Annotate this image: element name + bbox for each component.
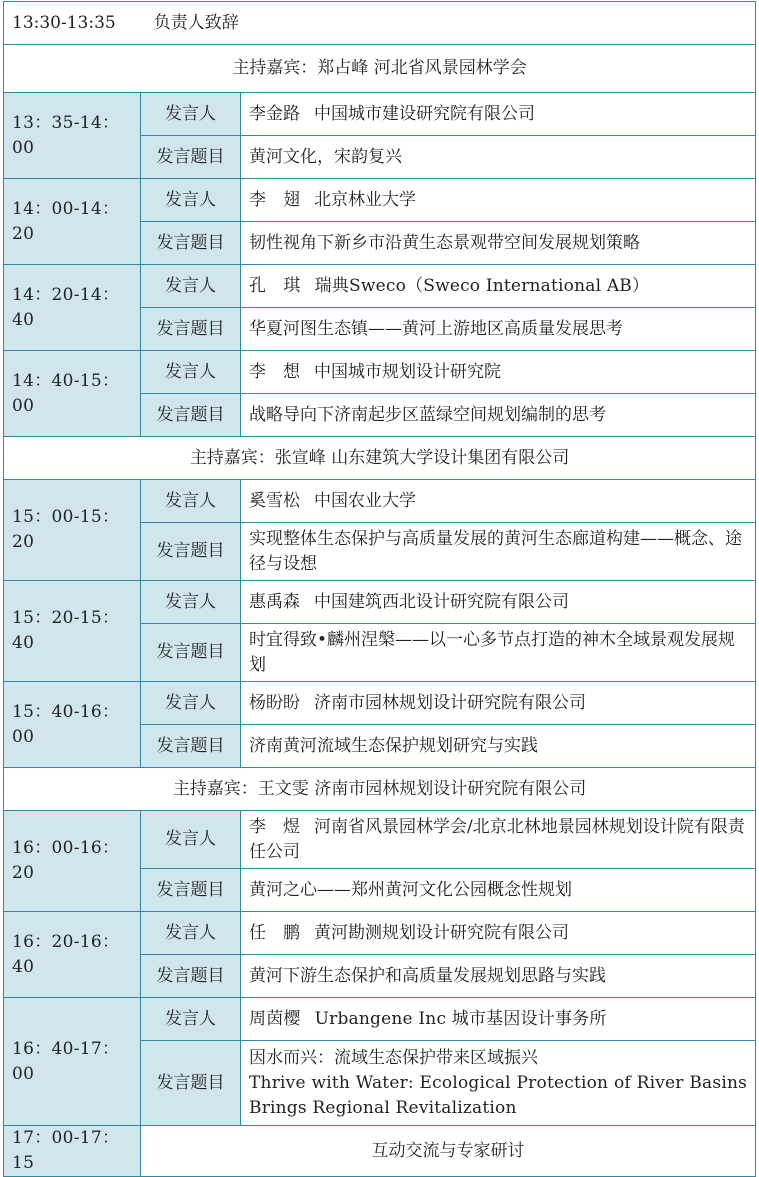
speaker-org: Urbangene Inc 城市基因设计事务所 <box>314 1008 607 1029</box>
topic-title-en: Thrive with Water: Ecological Protection of River Basins Brings Regional Revitalization <box>249 1072 748 1118</box>
session-speaker-row <box>4 351 756 394</box>
speaker-org: 中国城市建设研究院有限公司 <box>314 103 535 124</box>
topic-title: 战略导向下济南起步区蓝绿空间规划编制的思考 <box>241 394 756 437</box>
session-speaker-row <box>4 998 756 1041</box>
session-time: 15：20-15：40 <box>4 581 141 682</box>
speaker-info <box>241 912 756 955</box>
session-speaker-row <box>4 480 756 523</box>
speaker-info <box>241 682 756 725</box>
speaker-role-label: 发言人 <box>141 480 241 523</box>
session-time: 16：40-17：00 <box>4 998 141 1126</box>
topic-title: 黄河文化，宋韵复兴 <box>241 136 756 179</box>
topic-title: 韧性视角下新乡市沿黄生态景观带空间发展规划策略 <box>241 222 756 265</box>
speaker-info <box>241 351 756 394</box>
host-row <box>4 45 756 93</box>
speaker-role-label: 发言人 <box>141 93 241 136</box>
speaker-name: 周茵樱 <box>249 1008 301 1029</box>
speaker-org: 济南市园林规划设计研究院有限公司 <box>314 692 586 713</box>
speaker-name: 任 鹏 <box>249 922 300 943</box>
topic-title: 黄河之心——郑州黄河文化公园概念性规划 <box>241 869 756 912</box>
host-label: 主持嘉宾：张宣峰 山东建筑大学设计集团有限公司 <box>4 437 756 480</box>
speaker-name: 李金路 <box>249 103 300 124</box>
session-speaker-row <box>4 811 756 869</box>
speaker-info <box>241 93 756 136</box>
session-speaker-row <box>4 912 756 955</box>
speaker-info <box>241 179 756 222</box>
speaker-info <box>241 480 756 523</box>
speaker-name: 惠禹森 <box>249 591 300 612</box>
host-label: 主持嘉宾：郑占峰 河北省风景园林学会 <box>4 45 756 93</box>
speaker-org: 北京林业大学 <box>314 189 416 210</box>
topic-title: 华夏河图生态镇——黄河上游地区高质量发展思考 <box>241 308 756 351</box>
topic-role-label: 发言题目 <box>141 136 241 179</box>
speaker-role-label: 发言人 <box>141 179 241 222</box>
topic-role-label: 发言题目 <box>141 955 241 998</box>
speaker-info <box>241 998 756 1041</box>
session-speaker-row <box>4 93 756 136</box>
speaker-role-label: 发言人 <box>141 682 241 725</box>
topic-title: 黄河下游生态保护和高质量发展规划思路与实践 <box>241 955 756 998</box>
speaker-org: 瑞典Sweco（Sweco International AB） <box>314 275 650 296</box>
topic-role-label: 发言题目 <box>141 1041 241 1126</box>
topic-role-label: 发言题目 <box>141 624 241 682</box>
topic-role-label: 发言题目 <box>141 308 241 351</box>
speaker-role-label: 发言人 <box>141 998 241 1041</box>
host-label: 主持嘉宾：王文雯 济南市园林规划设计研究院有限公司 <box>4 768 756 811</box>
topic-title: 时宜得致•麟州涅槃——以一心多节点打造的神木全域景观发展规划 <box>241 624 756 682</box>
speaker-info <box>241 811 756 869</box>
topic-title <box>241 1041 756 1126</box>
speaker-name: 李 煜 <box>249 816 300 837</box>
host-row <box>4 768 756 811</box>
topic-role-label: 发言题目 <box>141 725 241 768</box>
speaker-info <box>241 581 756 624</box>
speaker-org: 黄河勘测规划设计研究院有限公司 <box>314 922 569 943</box>
session-time: 14：00-14：20 <box>4 179 141 265</box>
speaker-org: 中国城市规划设计研究院 <box>314 361 501 382</box>
topic-role-label: 发言题目 <box>141 523 241 581</box>
closing-time: 17：00-17：15 <box>4 1126 141 1177</box>
speaker-info <box>241 265 756 308</box>
speaker-role-label: 发言人 <box>141 581 241 624</box>
speaker-role-label: 发言人 <box>141 265 241 308</box>
topic-role-label: 发言题目 <box>141 222 241 265</box>
session-time: 16：00-16：20 <box>4 811 141 912</box>
session-speaker-row <box>4 581 756 624</box>
speaker-org: 中国农业大学 <box>314 490 416 511</box>
host-row <box>4 437 756 480</box>
session-speaker-row <box>4 179 756 222</box>
opening-cell <box>4 2 756 45</box>
session-speaker-row <box>4 265 756 308</box>
opening-label: 负责人致辞 <box>153 12 239 33</box>
session-time: 14：20-14：40 <box>4 265 141 351</box>
topic-role-label: 发言题目 <box>141 869 241 912</box>
session-time: 16：20-16：40 <box>4 912 141 998</box>
speaker-name: 奚雪松 <box>249 490 300 511</box>
speaker-org: 中国建筑西北设计研究院有限公司 <box>314 591 569 612</box>
speaker-name: 孔 琪 <box>249 275 301 296</box>
closing-label: 互动交流与专家研讨 <box>141 1126 756 1177</box>
speaker-role-label: 发言人 <box>141 351 241 394</box>
opening-time: 13:30-13:35 <box>12 12 116 33</box>
speaker-name: 李 翅 <box>249 189 300 210</box>
speaker-org: 河南省风景园林学会/北京北林地景园林规划设计院有限责任公司 <box>249 816 745 862</box>
speaker-name: 李 想 <box>249 361 300 382</box>
agenda-table <box>3 1 756 1177</box>
topic-title: 实现整体生态保护与高质量发展的黄河生态廊道构建——概念、途径与设想 <box>241 523 756 581</box>
session-time: 15：00-15：20 <box>4 480 141 581</box>
closing-row <box>4 1126 756 1177</box>
session-speaker-row <box>4 682 756 725</box>
topic-role-label: 发言题目 <box>141 394 241 437</box>
topic-title-zh: 因水而兴：流域生态保护带来区域振兴 <box>249 1047 538 1068</box>
speaker-name: 杨盼盼 <box>249 692 300 713</box>
session-time: 15：40-16：00 <box>4 682 141 768</box>
session-time: 13：35-14：00 <box>4 93 141 179</box>
opening-row <box>4 2 756 45</box>
speaker-role-label: 发言人 <box>141 912 241 955</box>
speaker-role-label: 发言人 <box>141 811 241 869</box>
topic-title: 济南黄河流域生态保护规划研究与实践 <box>241 725 756 768</box>
session-time: 14：40-15：00 <box>4 351 141 437</box>
